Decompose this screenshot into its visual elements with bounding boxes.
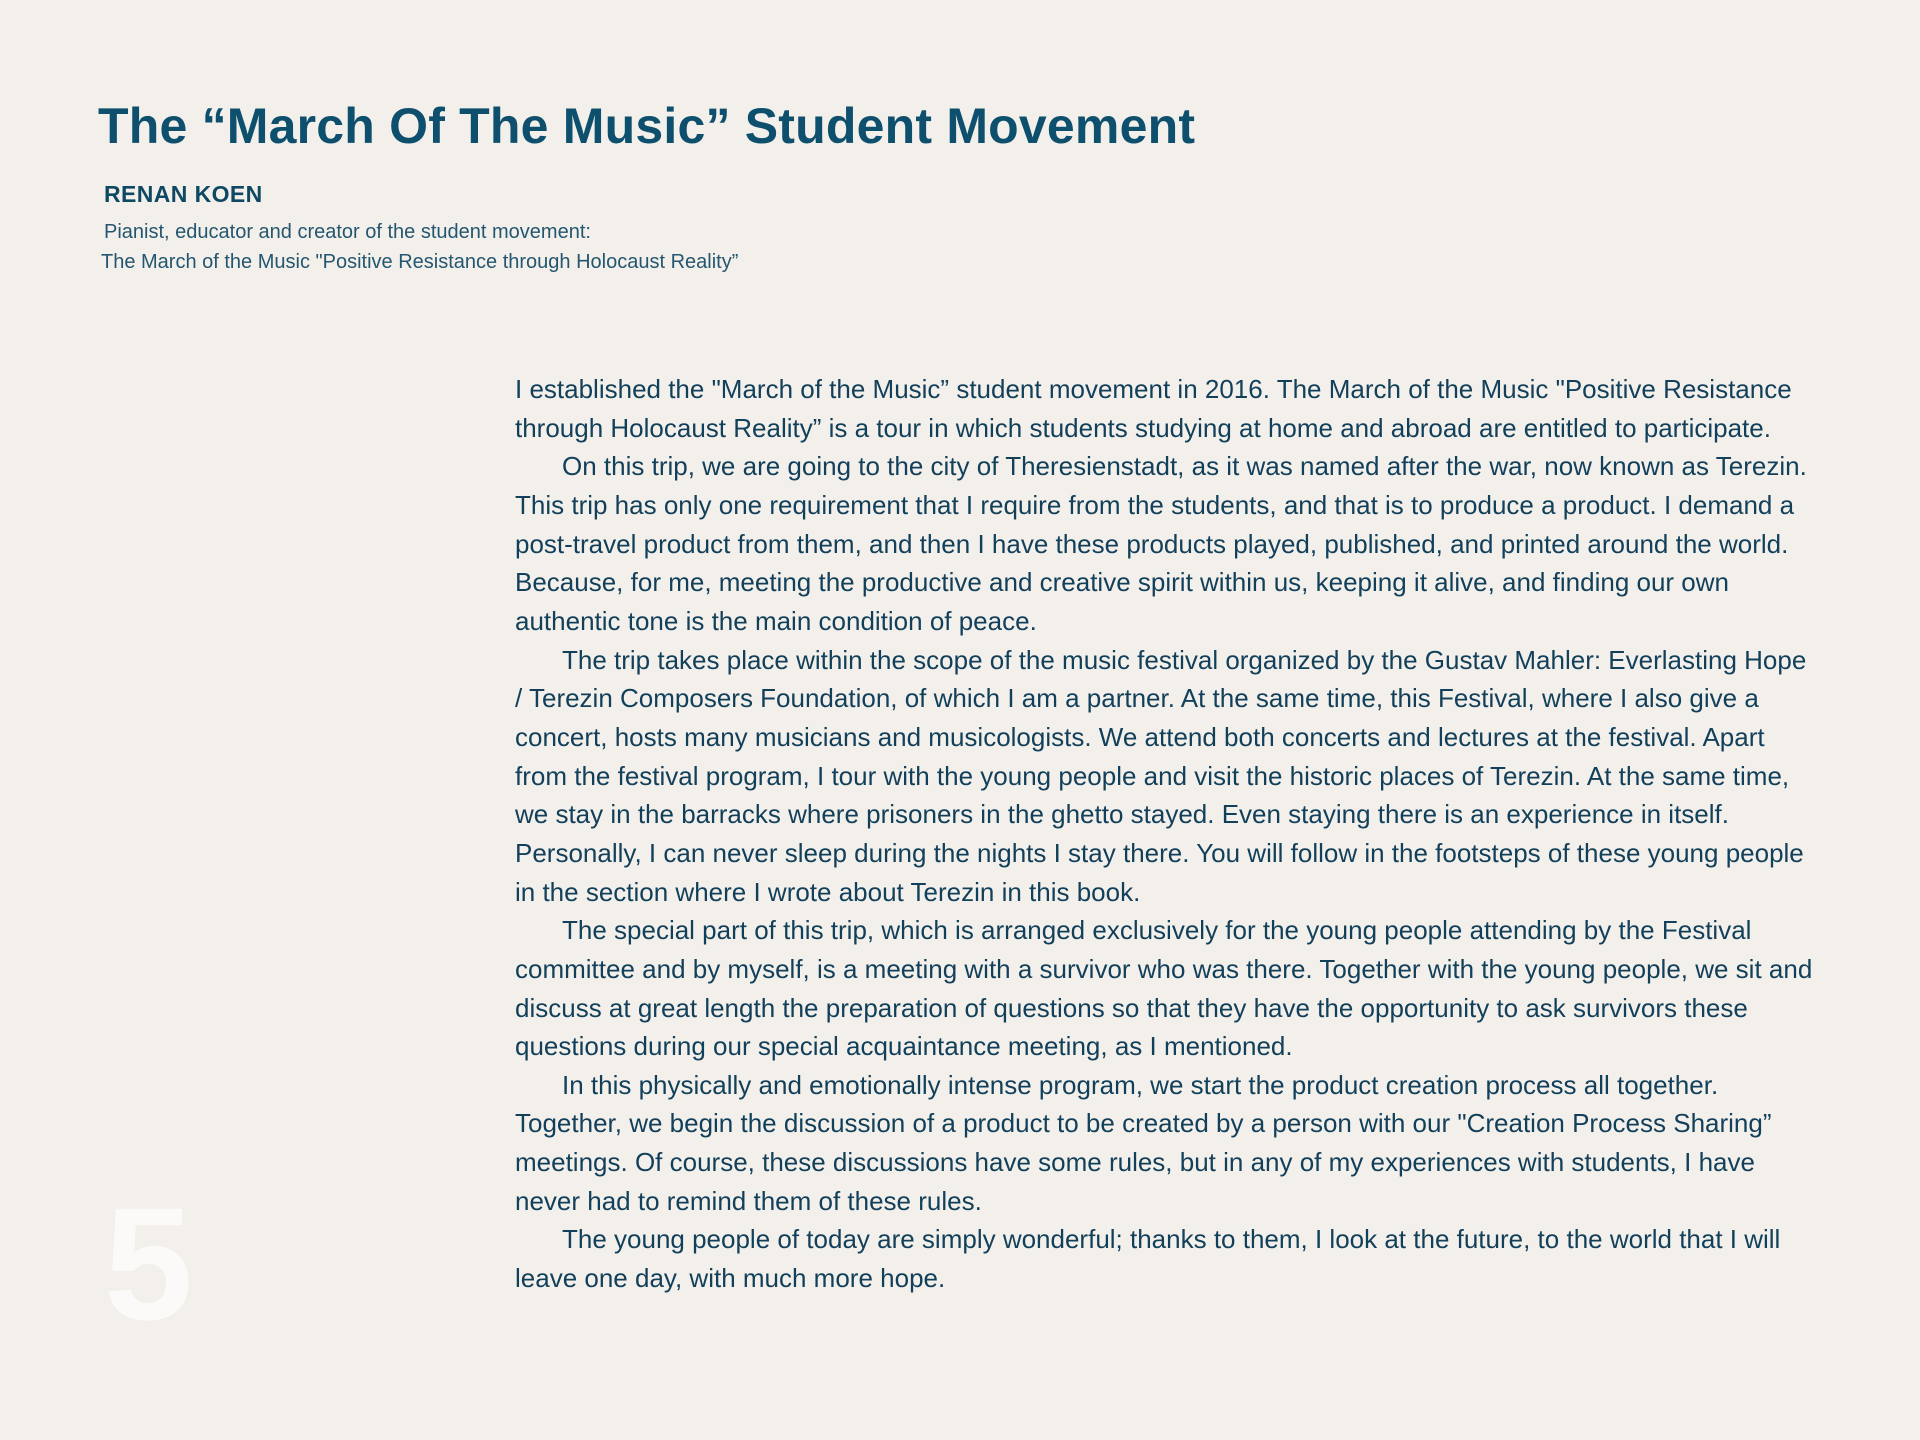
article-paragraph-1: I established the "March of the Music” student movement in 2016. The March of the Music "Positive Resistance through Holocaust Reality” is a tour in which students studying at home and abroad are entitled to participate. (515, 374, 1792, 443)
article-paragraph-4: The special part of this trip, which is arranged exclusively for the young people attending by the Festival committee and by myself, is a meeting with a survivor who was there. Together with the young people, we sit and discuss at great length the preparation of questions so that they have the opportunity to ask survivors these questions during our special acquaintance meeting, as I mentioned. (515, 915, 1813, 1062)
page-title: The “March Of The Music” Student Movement (98, 98, 1196, 154)
author-role-line-1: Pianist, educator and creator of the student movement: (104, 221, 591, 243)
page-number: 5 (104, 1174, 193, 1353)
article-paragraph-5: In this physically and emotionally intense program, we start the product creation process all together. Together, we begin the discussion of a product to be created by a person with our "Creation Process Sharing” meetings. Of course, these discussions have some rules, but in any of my experiences with students, I have never had to remind them of these rules. (515, 1069, 1772, 1216)
article-paragraph-2: On this trip, we are going to the city of Theresienstadt, as it was named after the war, now known as Terezin. This trip has only one requirement that I require from the students, and that is to produce a product. I demand a post-travel product from them, and then I have these products played, published, and printed around the world. Because, for me, meeting the productive and creative spirit within us, keeping it alive, and finding our own authentic tone is the main condition of peace. (515, 451, 1807, 636)
article-body (515, 370, 1815, 1298)
author-name: RENAN KOEN (104, 181, 263, 207)
article-paragraph-6: The young people of today are simply wonderful; thanks to them, I look at the future, to the world that I will leave one day, with much more hope. (515, 1224, 1781, 1294)
article-paragraph-3: The trip takes place within the scope of the music festival organized by the Gustav Mahler: Everlasting Hope / Terezin Composers Foundation, of which I am a partner. At the same time, this Festival, where I also give a concert, hosts many musicians and musicologists. We attend both concerts and lectures at the festival. Apart from the festival program, I tour with the young people and visit the historic places of Terezin. At the same time, we stay in the barracks where prisoners in the ghetto stayed. Even staying there is an experience in itself. Personally, I can never sleep during the nights I stay there. You will follow in the footsteps of these young people in the section where I wrote about Terezin in this book. (515, 644, 1807, 907)
author-role-line-2: The March of the Music "Positive Resistance through Holocaust Reality” (101, 251, 739, 273)
